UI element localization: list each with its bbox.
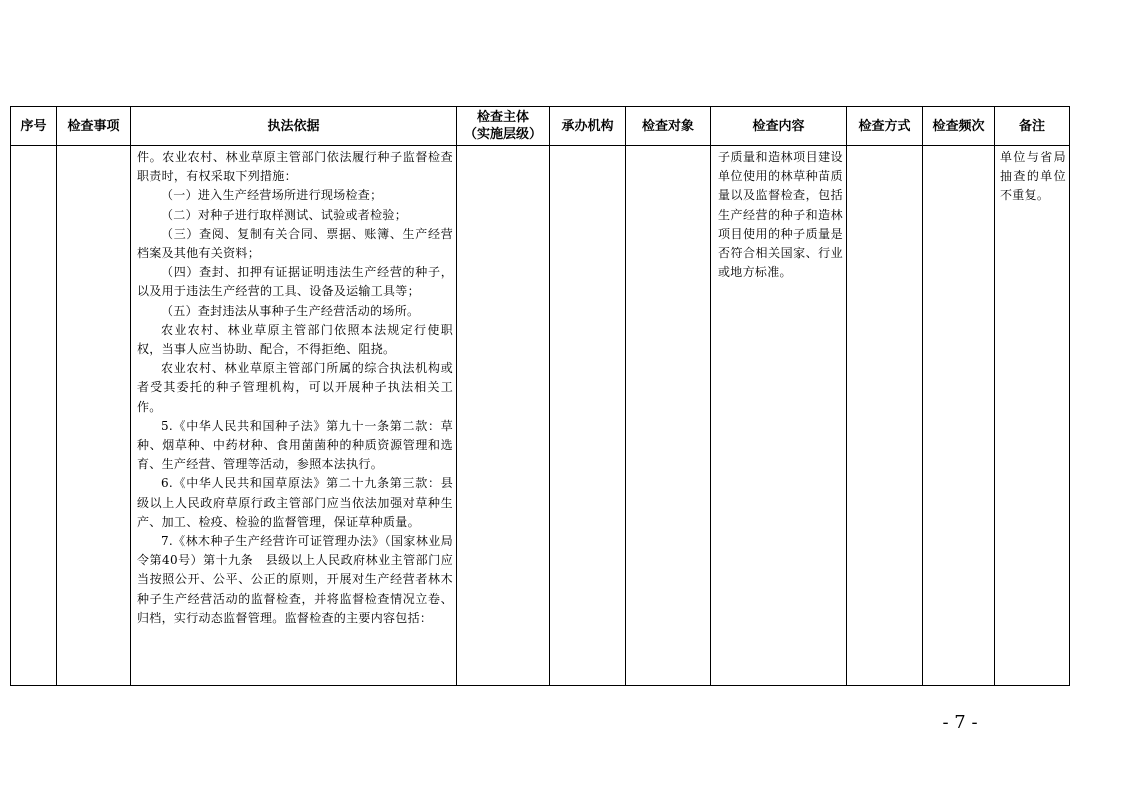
basis-paragraph: 5.《中华人民共和国种子法》第九十一条第二款：草种、烟草种、中药材种、食用菌菌种的种质资源管理和选育、生产经营、管理等活动，参照本法执行。 xyxy=(137,418,453,472)
content-text: 子质量和造林项目建设单位使用的林草种苗质量以及监督检查，包括生产经营的种子和造林项目使用的种子质量是否符合相关国家、行业或地方标准。 xyxy=(718,150,843,280)
header-frequency: 检查频次 xyxy=(923,107,995,146)
basis-paragraph: 农业农村、林业草原主管部门所属的综合执法机构或者受其委托的种子管理机构，可以开展种子执法相关工作。 xyxy=(137,361,453,414)
header-object: 检查对象 xyxy=(626,107,711,146)
item-cell xyxy=(57,146,131,686)
basis-paragraph: 件。农业农村、林业草原主管部门依法履行种子监督检查职责时，有权采取下列措施： xyxy=(137,150,453,184)
frequency-cell xyxy=(923,146,995,686)
header-seq: 序号 xyxy=(11,107,57,146)
header-method: 检查方式 xyxy=(847,107,923,146)
seq-cell xyxy=(11,146,57,686)
page-number: - 7 - xyxy=(942,712,978,733)
content-cell xyxy=(711,146,847,686)
basis-paragraph: 7.《林木种子生产经营许可证管理办法》（国家林业局令第40号）第十九条 县级以上人民政府林业主管部门应当按照公开、公平、公正的原则，开展对生产经营者林木种子生产经营活动的监督检查，并将监督检查情况立卷、归档，实行动态监督管理。监督检查的主要内容包括： xyxy=(137,534,453,625)
header-subject-line2: （实施层级） xyxy=(463,127,542,142)
basis-paragraph: （二）对种子进行取样测试、试验或者检验； xyxy=(161,207,408,222)
table-header-row xyxy=(11,107,1070,146)
header-agency: 承办机构 xyxy=(550,107,626,146)
basis-paragraph: 农业农村、林业草原主管部门依照本法规定行使职权，当事人应当协助、配合，不得拒绝、阻挠。 xyxy=(137,322,453,357)
header-subject-line1: 检查主体 xyxy=(476,110,529,125)
subject-cell xyxy=(457,146,550,686)
table-row xyxy=(11,146,1070,686)
basis-paragraph: （四）查封、扣押有证据证明违法生产经营的种子，以及用于违法生产经营的工具、设备及运输工具等； xyxy=(137,265,453,299)
basis-cell xyxy=(131,146,457,686)
agency-cell xyxy=(550,146,626,686)
header-remarks: 备注 xyxy=(995,107,1070,146)
remarks-text: 单位与省局抽查的单位不重复。 xyxy=(1000,150,1066,203)
basis-paragraph: （五）查封违法从事种子生产经营活动的场所。 xyxy=(161,303,420,318)
header-subject xyxy=(457,107,550,146)
remarks-cell xyxy=(995,146,1070,686)
header-item: 检查事项 xyxy=(57,107,131,146)
basis-paragraph: 6.《中华人民共和国草原法》第二十九条第三款：县级以上人民政府草原行政主管部门应当依法加强对草种生产、加工、检疫、检验的监督管理，保证草种质量。 xyxy=(137,476,453,529)
basis-paragraph: （三）查阅、复制有关合同、票据、账簿、生产经营档案及其他有关资料； xyxy=(137,226,453,261)
inspection-table xyxy=(10,106,1070,686)
header-content: 检查内容 xyxy=(711,107,847,146)
basis-paragraph: （一）进入生产经营场所进行现场检查； xyxy=(161,188,383,203)
header-basis: 执法依据 xyxy=(131,107,457,146)
method-cell xyxy=(847,146,923,686)
object-cell xyxy=(626,146,711,686)
